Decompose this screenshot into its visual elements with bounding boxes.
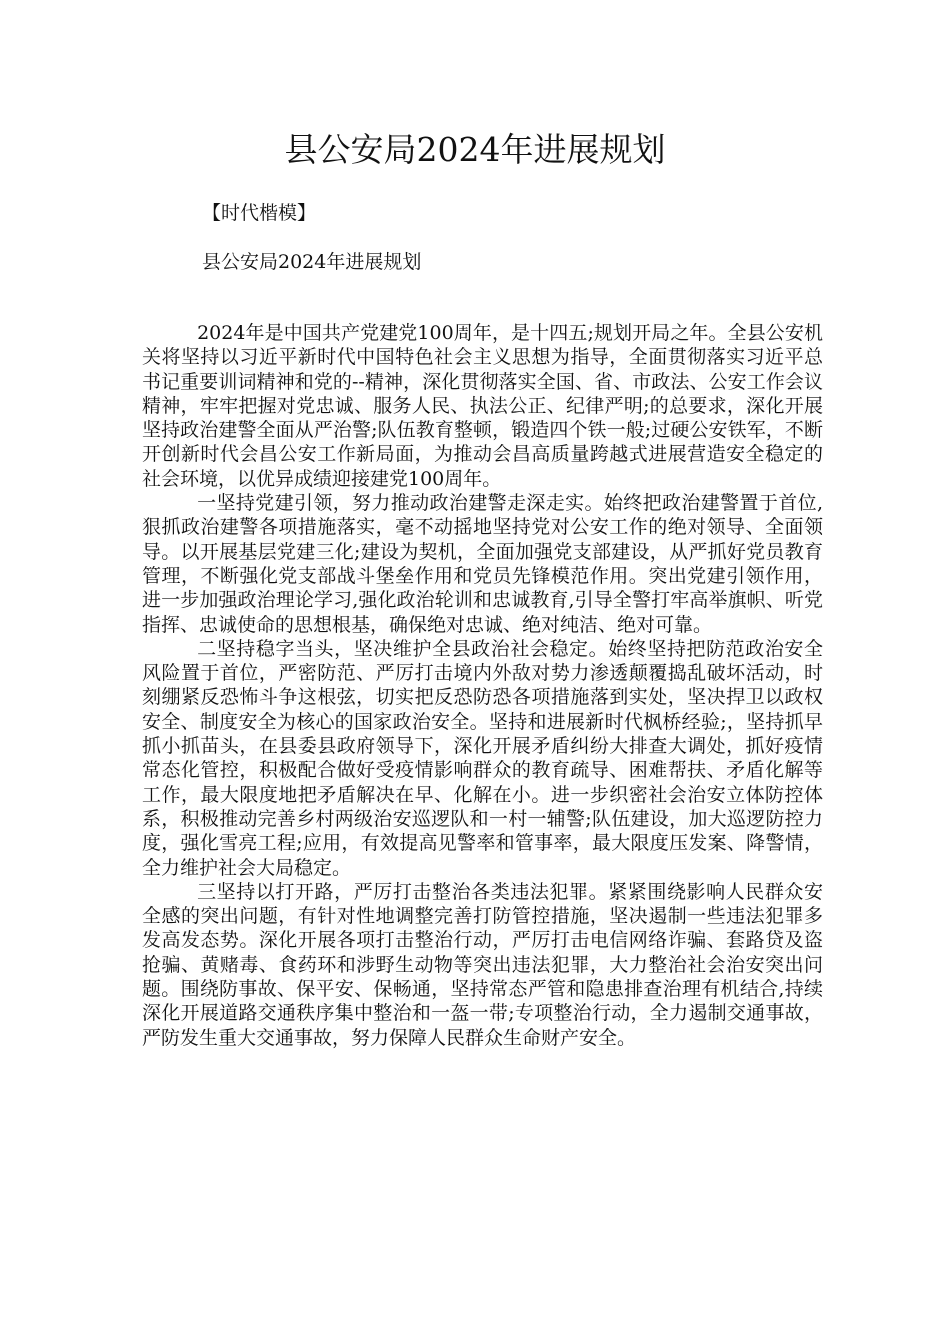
document-tag: 【时代楷模】 bbox=[202, 202, 317, 224]
paragraph-intro: 2024年是中国共产党建党100周年，是十四五;规划开局之年。全县公安机关将坚持以习近平新时代中国特色社会主义思想为指导，全面贯彻落实习近平总书记重要训词精神和党的--精神，深化贯彻落实全国、省、市政法、公安工作会议精神，牢牢把握对党忠诚、服务人民、执法公正、纪律严明;的总要求，深化开展坚持政治建警全面从严治警;队伍教育整顿，锻造四个铁一般;过硬公安铁军，不断开创新时代会昌公安工作新局面，为推动会昌高质量跨越式进展营造安全稳定的社会环境，以优异成绩迎接建党100周年。 bbox=[142, 322, 823, 490]
paragraph-party-building: 一坚持党建引领，努力推动政治建警走深走实。始终把政治建警置于首位,狠抓政治建警各项措施落实，毫不动摇地坚持党对公安工作的绝对领导、全面领导。以开展基层党建三化;建设为契机，全面加强党支部建设，从严抓好党员教育管理，不断强化党支部战斗堡垒作用和党员先锋模范作用。突出党建引领作用，进一步加强政治理论学习,强化政治轮训和忠诚教育,引导全警打牢高举旗帜、听党指挥、忠诚使命的思想根基，确保绝对忠诚、绝对纯洁、绝对可靠。 bbox=[142, 492, 823, 636]
document-subtitle: 县公安局2024年进展规划 bbox=[202, 251, 422, 273]
paragraph-crime-crackdown: 三坚持以打开路，严厉打击整治各类违法犯罪。紧紧围绕影响人民群众安全感的突出问题，有针对性地调整完善打防管控措施，坚决遏制一些违法犯罪多发高发态势。深化开展各项打击整治行动，严厉打击电信网络诈骗、套路贷及盗抢骗、黄赌毒、食药环和涉野生动物等突出违法犯罪，大力整治社会治安突出问题。围绕防事故、保平安、保畅通，坚持常态严管和隐患排查治理有机结合,持续深化开展道路交通秩序集中整治和一盔一带;专项整治行动，全力遏制交通事故，严防发生重大交通事故，努力保障人民群众生命财产安全。 bbox=[142, 880, 823, 1049]
document-title: 县公安局2024年进展规划 bbox=[284, 130, 666, 169]
document-body bbox=[142, 321, 823, 1050]
paragraph-stability: 二坚持稳字当头，坚决维护全县政治社会稳定。始终坚持把防范政治安全风险置于首位，严密防范、严厉打击境内外敌对势力渗透颠覆捣乱破坏活动，时刻绷紧反恐怖斗争这根弦，切实把反恐防恐各项措施落到实处，坚决捍卫以政权安全、制度安全为核心的国家政治安全。坚持和进展新时代枫桥经验;，坚持抓早抓小抓苗头，在县委县政府领导下，深化开展矛盾纠纷大排查大调处，抓好疫情常态化管控，积极配合做好受疫情影响群众的教育疏导、困难帮扶、矛盾化解等工作，最大限度地把矛盾解决在早、化解在小。进一步织密社会治安立体防控体系，积极推动完善乡村两级治安巡逻队和一村一辅警;队伍建设，加大巡逻防控力度，强化雪亮工程;应用，有效提高见警率和管事率，最大限度压发案、降警情，全力维护社会大局稳定。 bbox=[142, 637, 823, 879]
